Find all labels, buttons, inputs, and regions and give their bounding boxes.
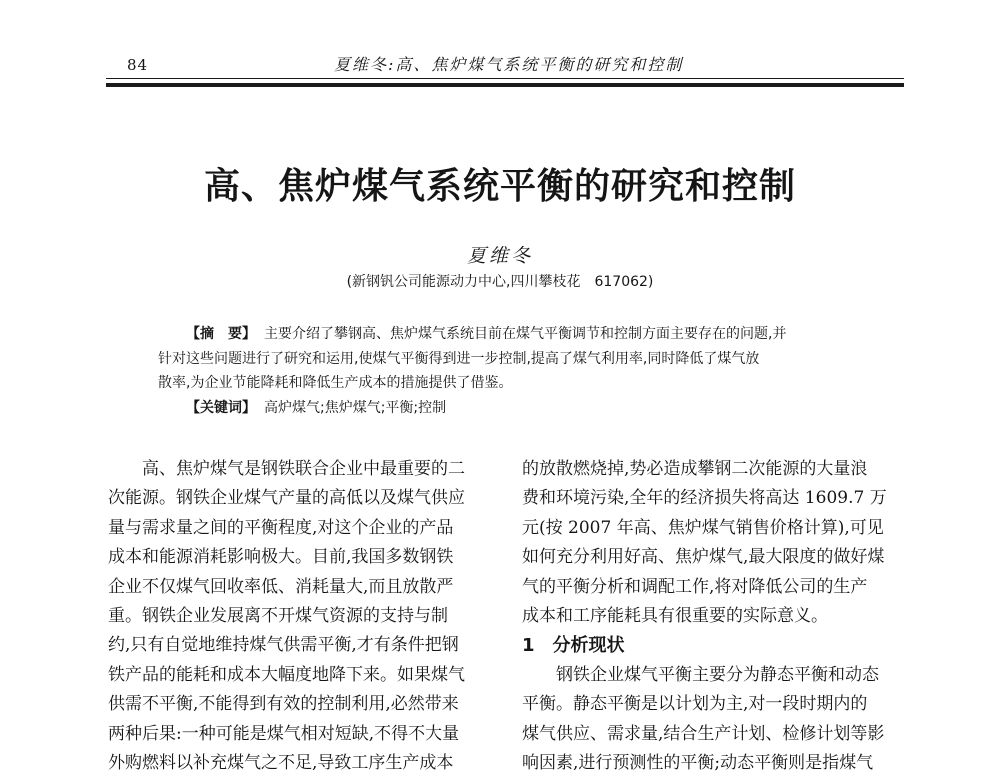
body-line: 响因素,进行预测性的平衡;动态平衡则是指煤气 [522,753,874,774]
abstract-block [158,322,858,420]
header-rule-thick [106,83,904,87]
body-line: 煤气供应、需求量,结合生产计划、检修计划等影 [522,723,885,744]
body-line: 平衡。静态平衡是以计划为主,对一段时期内的 [522,694,868,715]
body-line: 铁产品的能耗和成本大幅度地降下来。如果煤气 [108,664,465,685]
section-heading: 1 分析现状 [522,635,625,657]
body-line: 重。钢铁企业发展离不开煤气资源的支持与制 [108,606,448,627]
abstract-line: 针对这些问题进行了研究和运用,使煤气平衡得到进一步控制,提高了煤气利用率,同时降低了煤气放 [158,350,760,367]
body-line: 企业不仅煤气回收率低、消耗量大,而且放散严 [108,576,454,597]
body-left-column [108,455,492,778]
paper-title: 高、焦炉煤气系统平衡的研究和控制 [203,165,796,207]
keywords-label: 【关键词】 [186,399,256,416]
body-line: 气的平衡分析和调配工作,将对降低公司的生产 [522,576,868,597]
abstract-label: 【摘 要】 [186,326,256,342]
body-line: 钢铁企业煤气平衡主要分为静态平衡和动态 [522,664,879,685]
body-line: 成本和能源消耗影响极大。目前,我国多数钢铁 [108,547,454,568]
page-number: 84 [127,56,149,74]
body-right-column [522,455,906,778]
body-line: 量与需求量之间的平衡程度,对这个企业的产品 [108,517,454,538]
abstract-line [158,322,858,347]
abstract-line: 散率,为企业节能降耗和降低生产成本的措施提供了借鉴。 [158,375,513,391]
body-line: 成本和工序能耗具有很重要的实际意义。 [522,606,828,627]
body-line: 如何充分利用好高、焦炉煤气,最大限度的做好煤 [522,547,885,568]
body-line: 费和环境污染,全年的经济损失将高达 1609.7 万 [522,488,887,509]
body-line: 元(按 2007 年高、焦炉煤气销售价格计算),可见 [522,517,884,538]
body-line: 次能源。钢铁企业煤气产量的高低以及煤气供应 [108,488,465,509]
affiliation: (新钢钒公司能源动力中心,四川攀枝花 617062) [346,274,654,290]
keywords-text: 高炉煤气;焦炉煤气;平衡;控制 [264,399,447,416]
running-title: 夏维冬:高、焦炉煤气系统平衡的研究和控制 [334,55,684,74]
abstract-text: 主要介绍了攀钢高、焦炉煤气系统目前在煤气平衡调节和控制方面主要存在的问题,并 [264,326,787,342]
body-line: 供需不平衡,不能得到有效的控制利用,必然带来 [108,694,459,715]
body-line: 两种后果:一种可能是煤气相对短缺,不得不大量 [108,723,460,744]
body-line: 外购燃料以补充煤气之不足,导致工序生产成本 [108,753,454,774]
body-line: 约,只有自觉地维持煤气供需平衡,才有条件把钢 [108,635,459,656]
author: 夏维冬 [466,245,533,267]
header-rule-thin [106,78,904,79]
keywords-line [158,396,858,421]
body-line: 的放散燃烧掉,势必造成攀钢二次能源的大量浪 [522,459,868,479]
body-line: 高、焦炉煤气是钢铁联合企业中最重要的二 [108,459,465,479]
